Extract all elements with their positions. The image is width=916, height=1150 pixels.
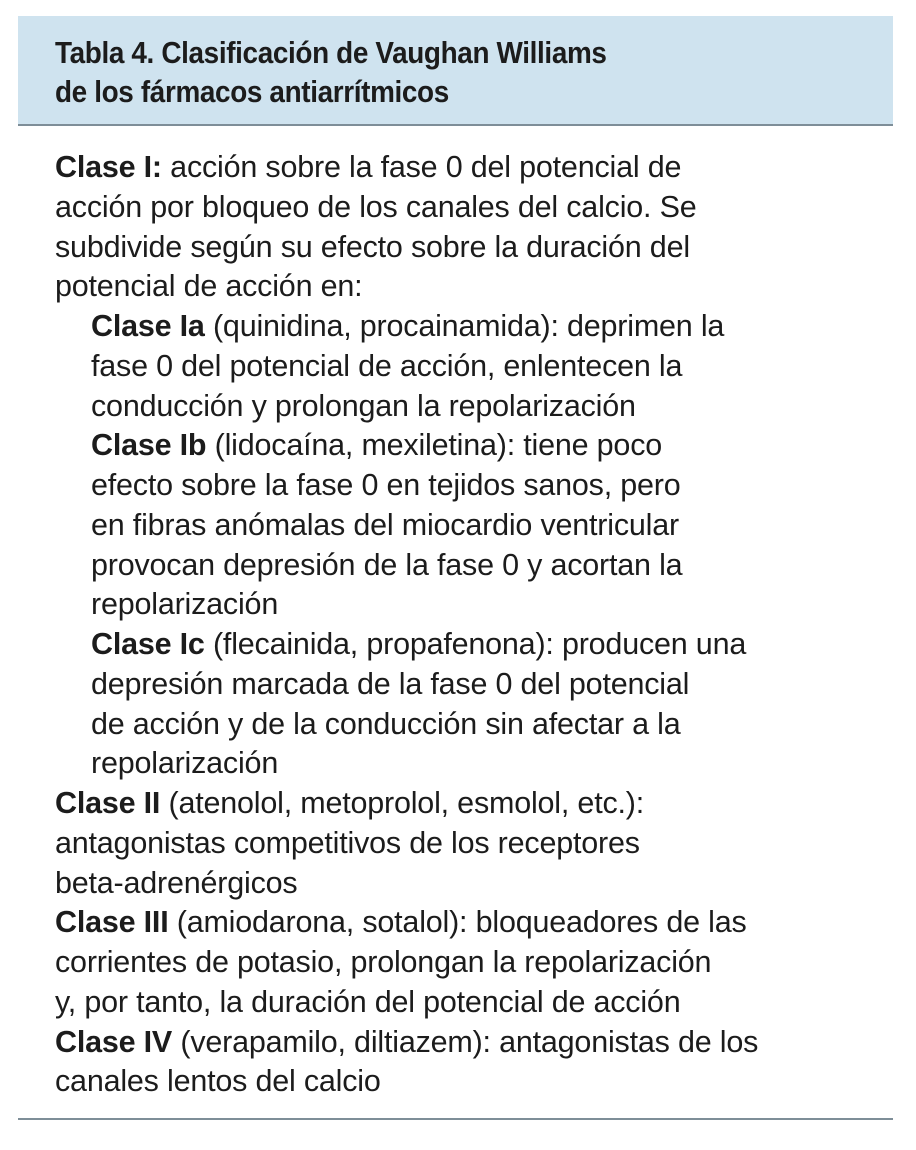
entry-line bbox=[55, 903, 890, 943]
entry-line: y, por tanto, la duración del potencial de acción bbox=[55, 984, 681, 1019]
entry-clase-ic bbox=[91, 625, 890, 784]
entry-line: provocan depresión de la fase 0 y acortan la bbox=[91, 547, 683, 582]
entry-line: fase 0 del potencial de acción, enlentecen la bbox=[91, 348, 683, 383]
entry-text: (quinidina, procainamida): deprimen la bbox=[204, 309, 725, 343]
entry-line: repolarización bbox=[91, 587, 279, 622]
entry-line bbox=[55, 148, 890, 188]
entry-label: Clase Ib bbox=[91, 428, 207, 463]
entry-line: potencial de acción en: bbox=[55, 269, 363, 304]
entry-line: repolarización bbox=[91, 746, 279, 781]
bottom-rule bbox=[18, 1118, 893, 1120]
entry-clase-iv bbox=[55, 1023, 890, 1103]
entry-line: canales lentos del calcio bbox=[55, 1064, 381, 1099]
entry-text: acción sobre la fase 0 del potencial de bbox=[161, 150, 682, 184]
entry-label: Clase IV bbox=[55, 1024, 173, 1059]
entry-line bbox=[55, 1023, 890, 1063]
entry-line: corrientes de potasio, prolongan la repolarización bbox=[55, 945, 712, 979]
entry-clase-ii bbox=[55, 784, 890, 903]
entry-label: Clase Ia bbox=[91, 309, 205, 343]
entry-text: (verapamilo, diltiazem): antagonistas de los bbox=[172, 1024, 759, 1059]
entry-clase-i bbox=[55, 148, 890, 307]
entry-line bbox=[91, 625, 890, 665]
entry-label: Clase Ic bbox=[91, 627, 205, 661]
entry-line bbox=[91, 307, 890, 347]
entry-line: conducción y prolongan la repolarización bbox=[91, 388, 636, 423]
entry-text: (atenolol, metoprolol, esmolol, etc.): bbox=[160, 786, 645, 820]
entry-label: Clase I: bbox=[55, 150, 162, 184]
entry-label: Clase III bbox=[55, 905, 169, 940]
entry-text: (flecainida, propafenona): producen una bbox=[204, 627, 747, 661]
entry-line: en fibras anómalas del miocardio ventricular bbox=[91, 507, 679, 542]
table-header bbox=[18, 16, 893, 126]
entry-line: de acción y de la conducción sin afectar a la bbox=[91, 706, 681, 741]
entry-line bbox=[91, 426, 890, 466]
entry-line: acción por bloqueo de los canales del calcio. Se bbox=[55, 189, 697, 224]
entry-text: (lidocaína, mexiletina): tiene poco bbox=[206, 428, 663, 463]
entry-line bbox=[55, 784, 890, 824]
entry-label: Clase II bbox=[55, 786, 161, 820]
table-title-line-2: de los fármacos antiarrítmicos bbox=[55, 74, 449, 109]
entry-line: subdivide según su efecto sobre la duración del bbox=[55, 229, 690, 264]
entry-clase-ib bbox=[91, 426, 890, 625]
entry-line: beta-adrenérgicos bbox=[55, 865, 298, 900]
entry-line: efecto sobre la fase 0 en tejidos sanos, pero bbox=[91, 468, 681, 502]
table-box bbox=[18, 16, 893, 1120]
entry-clase-ia bbox=[91, 307, 890, 426]
entry-line: antagonistas competitivos de los receptores bbox=[55, 825, 640, 860]
entry-clase-iii bbox=[55, 903, 890, 1022]
table-title-line-1: Tabla 4. Clasificación de Vaughan Williams bbox=[55, 35, 607, 70]
entry-line: depresión marcada de la fase 0 del potencial bbox=[91, 666, 690, 701]
entry-text: (amiodarona, sotalol): bloqueadores de las bbox=[168, 905, 747, 940]
table-title bbox=[55, 33, 739, 111]
table-content bbox=[55, 148, 890, 1102]
